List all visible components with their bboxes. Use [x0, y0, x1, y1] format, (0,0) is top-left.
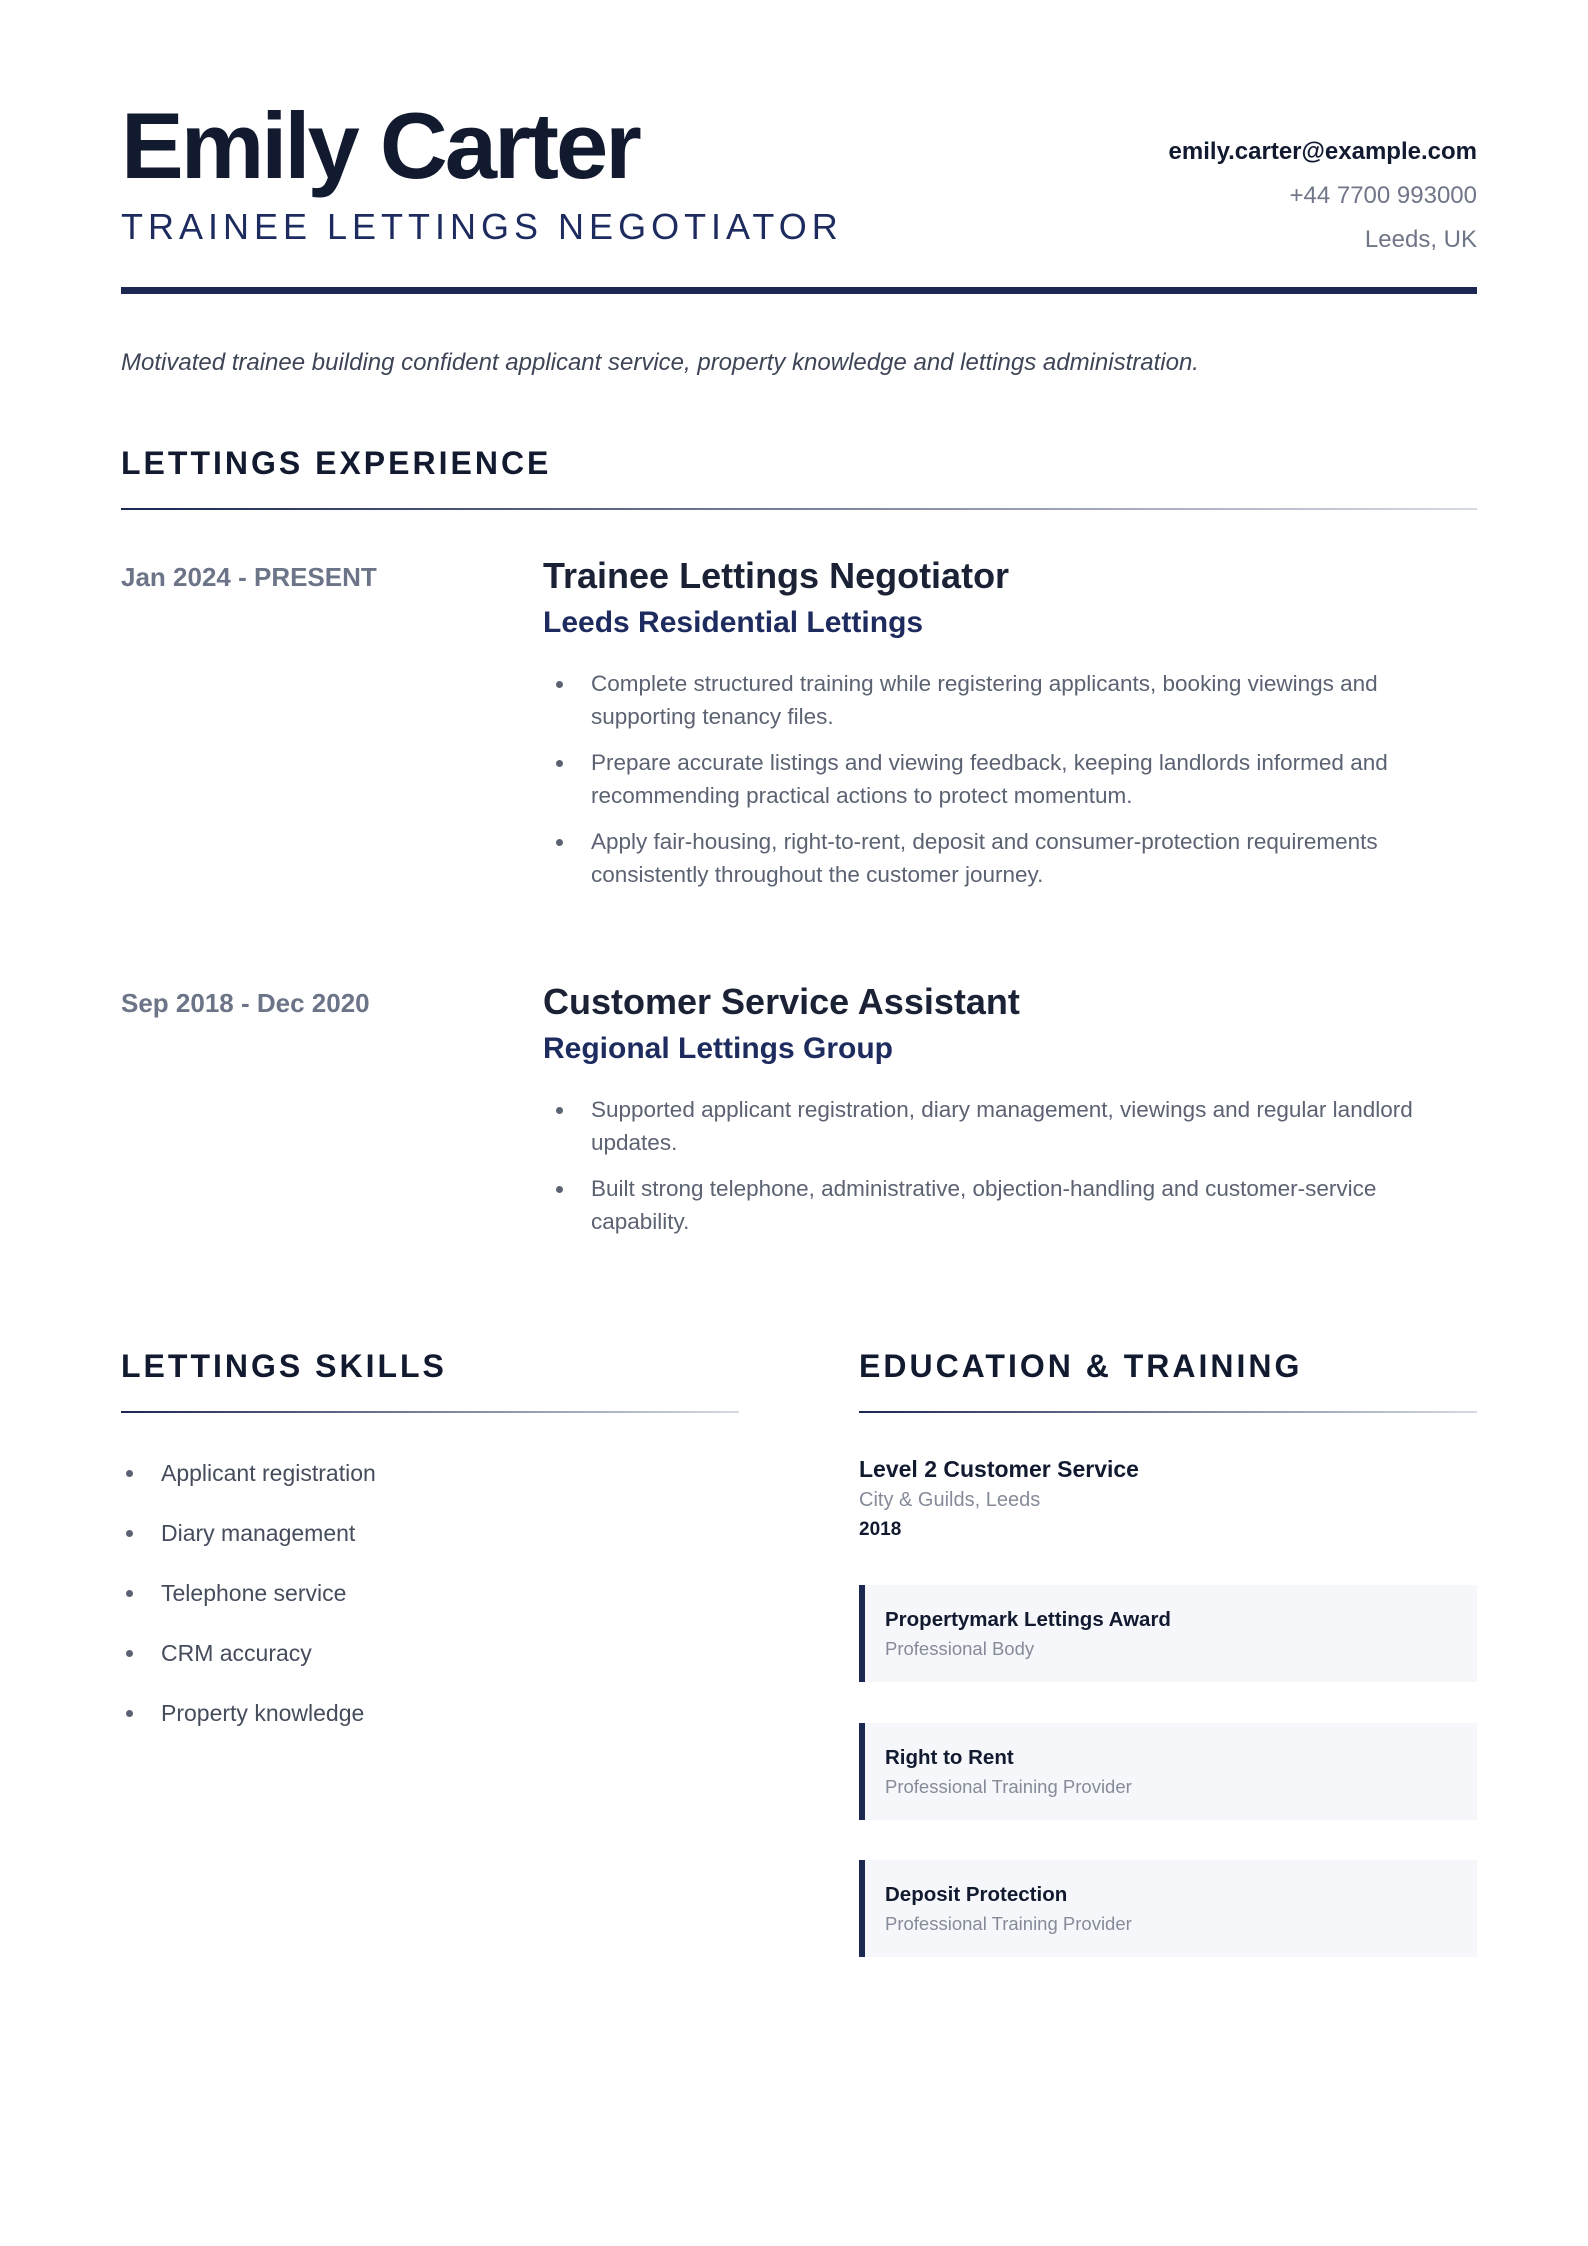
certification-issuer: Professional Body: [885, 1638, 1035, 1659]
job-company: Leeds Residential Lettings: [543, 606, 924, 639]
skill-item: Applicant registration: [121, 1455, 741, 1515]
job-bullet: Prepare accurate listings and viewing feedback, keeping landlords informed and recommending practical actions to protect momentum.: [543, 746, 1477, 812]
certification-title: Right to Rent: [885, 1746, 1014, 1769]
job-bullet: Supported applicant registration, diary management, viewings and regular landlord updates.: [543, 1093, 1477, 1159]
education-heading: EDUCATION & TRAINING: [859, 1348, 1303, 1384]
experience-heading: LETTINGS EXPERIENCE: [121, 445, 552, 481]
job-details: [543, 553, 1477, 904]
education-institution: City & Guilds, Leeds: [859, 1489, 1041, 1511]
certification-card: [859, 1860, 1477, 1957]
certification-card: [859, 1723, 1477, 1820]
skill-item: Diary management: [121, 1515, 741, 1575]
experience-divider: [121, 508, 1477, 510]
skill-item: CRM accuracy: [121, 1635, 741, 1695]
skill-item: Telephone service: [121, 1575, 741, 1635]
skills-divider: [121, 1411, 739, 1413]
certification-issuer: Professional Training Provider: [885, 1913, 1132, 1934]
skills-list: [121, 1455, 741, 1755]
education-divider: [859, 1411, 1477, 1413]
certification-card: [859, 1585, 1477, 1682]
job-bullets: [543, 1093, 1477, 1238]
contact-block: [1169, 130, 1477, 262]
certification-title: Deposit Protection: [885, 1883, 1068, 1906]
candidate-name: Emily Carter: [121, 93, 639, 198]
skill-item: Property knowledge: [121, 1695, 741, 1755]
job-title: Trainee Lettings Negotiator: [543, 555, 1010, 596]
job-dates: Sep 2018 - Dec 2020: [121, 988, 370, 1018]
education-entry: [859, 1454, 1477, 1544]
job-title: Customer Service Assistant: [543, 981, 1020, 1022]
contact-email[interactable]: emily.carter@example.com: [1168, 138, 1477, 165]
certification-issuer: Professional Training Provider: [885, 1776, 1132, 1797]
job-company: Regional Lettings Group: [543, 1032, 893, 1065]
candidate-role: TRAINEE LETTINGS NEGOTIATOR: [121, 206, 843, 247]
certification-title: Propertymark Lettings Award: [885, 1608, 1171, 1631]
profile-summary: Motivated trainee building confident applicant service, property knowledge and lettings administration.: [121, 349, 1199, 376]
job-bullet: Apply fair-housing, right-to-rent, deposit and consumer-protection requirements consistently throughout the customer journey.: [543, 825, 1477, 891]
header-divider: [121, 287, 1477, 294]
job-details: [543, 979, 1477, 1251]
contact-location: Leeds, UK: [1364, 226, 1477, 253]
education-title: Level 2 Customer Service: [859, 1456, 1139, 1482]
skills-heading: LETTINGS SKILLS: [121, 1348, 447, 1384]
job-dates: Jan 2024 - PRESENT: [121, 562, 377, 592]
education-year: 2018: [859, 1519, 902, 1540]
contact-phone[interactable]: +44 7700 993000: [1289, 182, 1477, 209]
job-bullet: Built strong telephone, administrative, objection-handling and customer-service capability.: [543, 1172, 1477, 1238]
job-bullet: Complete structured training while registering applicants, booking viewings and supporting tenancy files.: [543, 667, 1477, 733]
job-bullets: [543, 667, 1477, 891]
